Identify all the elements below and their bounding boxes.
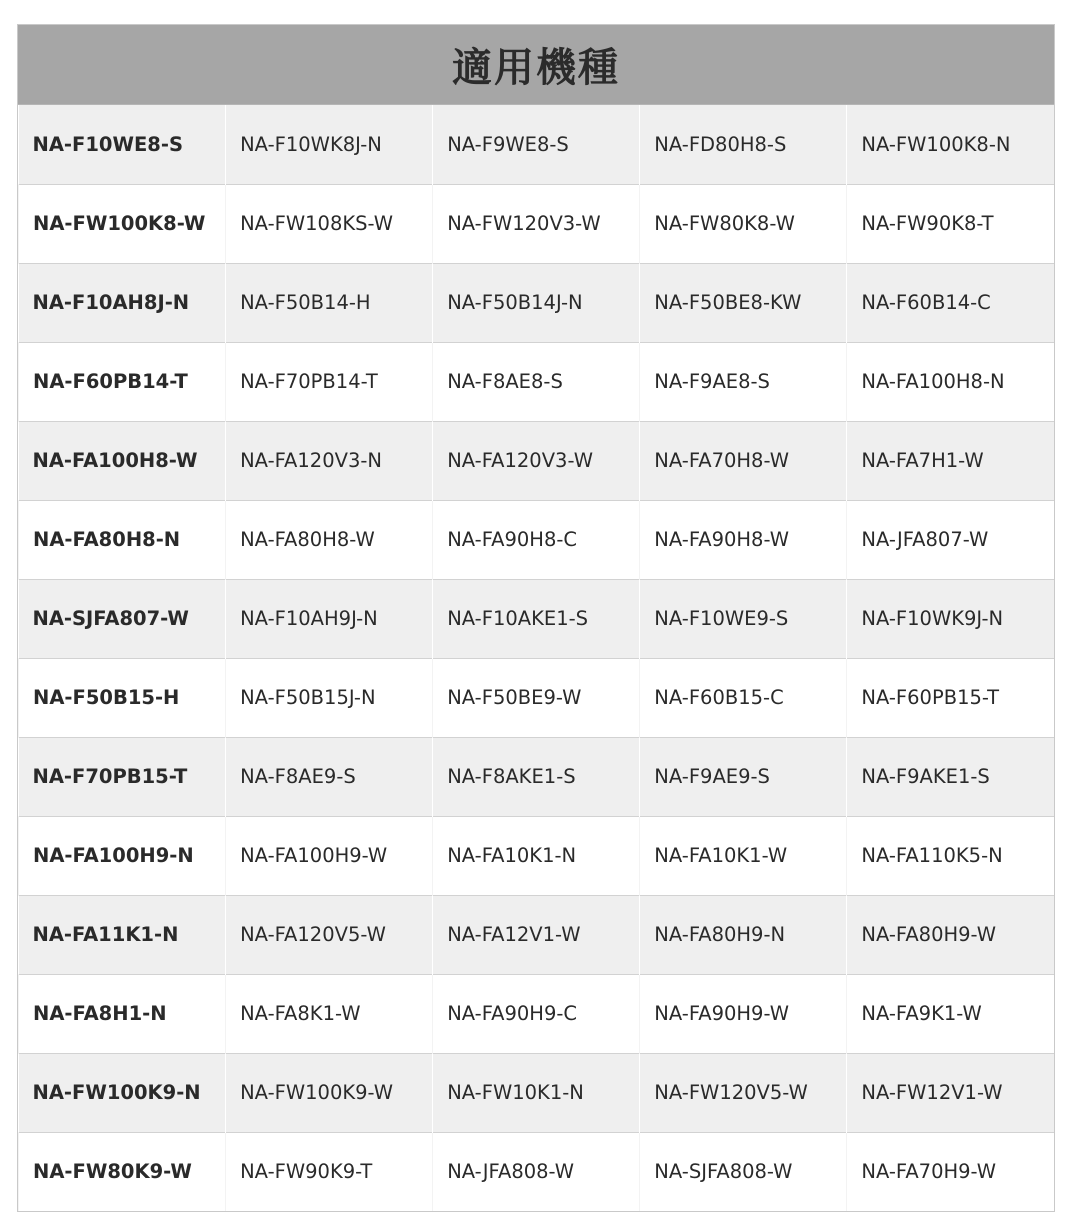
model-cell: NA-FA120V3-N (226, 421, 433, 500)
model-cell: NA-FW10K1-N (433, 1053, 640, 1132)
model-cell: NA-FA90H9-W (640, 974, 847, 1053)
model-cell: NA-F50BE8-KW (640, 263, 847, 342)
model-cell: NA-F70PB15-T (32, 765, 188, 788)
table-row (19, 658, 1055, 737)
model-cell: NA-FW12V1-W (847, 1053, 1054, 1132)
model-cell: NA-F60B15-C (640, 658, 847, 737)
table-row (19, 342, 1055, 421)
model-cell: NA-F10AH9J-N (226, 579, 433, 658)
model-cell: NA-FA80H8-N (19, 500, 226, 579)
model-cell: NA-FW108KS-W (226, 184, 433, 263)
model-cell: NA-F10AKE1-S (433, 579, 640, 658)
model-cell: NA-FA100H8-W (32, 449, 198, 472)
model-cell: NA-FA120V5-W (226, 895, 433, 974)
model-cell: NA-FA90H9-C (433, 974, 640, 1053)
model-cell: NA-F70PB14-T (226, 342, 433, 421)
model-cell: NA-F60PB15-T (847, 658, 1054, 737)
model-cell: NA-F9AE8-S (640, 342, 847, 421)
model-cell: NA-F50BE9-W (433, 658, 640, 737)
model-cell: NA-FA70H9-W (847, 1132, 1054, 1211)
model-cell: NA-FW90K8-T (847, 184, 1054, 263)
model-cell: NA-FW100K8-N (847, 105, 1054, 184)
model-cell: NA-F10WK8J-N (226, 105, 433, 184)
table-row (19, 895, 1055, 974)
model-cell: NA-FA70H8-W (640, 421, 847, 500)
table-row (19, 579, 1055, 658)
table-row (19, 816, 1055, 895)
model-cell: NA-FA80H8-W (226, 500, 433, 579)
model-cell: NA-FA90H8-W (640, 500, 847, 579)
table-title: 適用機種 (452, 45, 620, 91)
table-row (19, 184, 1055, 263)
model-cell: NA-FW120V3-W (433, 184, 640, 263)
model-cell: NA-FA11K1-N (32, 923, 179, 946)
model-cell: NA-FW80K9-W (19, 1132, 226, 1211)
model-cell: NA-F10WE9-S (640, 579, 847, 658)
model-cell: NA-JFA807-W (847, 500, 1054, 579)
model-cell: NA-FA100H9-W (226, 816, 433, 895)
model-cell: NA-FA8K1-W (226, 974, 433, 1053)
model-cell: NA-FW120V5-W (640, 1053, 847, 1132)
table-row (19, 105, 1055, 184)
model-cell: NA-FW100K9-N (32, 1081, 201, 1104)
model-cell: NA-FA80H9-W (847, 895, 1054, 974)
compatible-models-table (17, 24, 1055, 1212)
models-grid-body (19, 105, 1055, 1211)
models-grid (18, 105, 1054, 1211)
model-cell: NA-JFA808-W (433, 1132, 640, 1211)
model-cell: NA-FD80H8-S (640, 105, 847, 184)
model-cell: NA-F50B14-H (226, 263, 433, 342)
model-cell: NA-SJFA807-W (32, 607, 189, 630)
table-row (19, 263, 1055, 342)
table-row (19, 421, 1055, 500)
model-cell: NA-SJFA808-W (640, 1132, 847, 1211)
model-cell: NA-F8AE8-S (433, 342, 640, 421)
table-row (19, 974, 1055, 1053)
model-cell: NA-FA9K1-W (847, 974, 1054, 1053)
table-row (19, 1053, 1055, 1132)
model-cell: NA-FA110K5-N (847, 816, 1054, 895)
table-row (19, 737, 1055, 816)
model-cell: NA-F50B14J-N (433, 263, 640, 342)
model-cell: NA-FW90K9-T (226, 1132, 433, 1211)
model-cell: NA-F8AKE1-S (433, 737, 640, 816)
model-cell: NA-F60PB14-T (19, 342, 226, 421)
model-cell: NA-F50B15J-N (226, 658, 433, 737)
model-cell: NA-FA120V3-W (433, 421, 640, 500)
model-cell: NA-F9AKE1-S (847, 737, 1054, 816)
model-cell: NA-F10WE8-S (32, 132, 183, 156)
model-cell: NA-F9AE9-S (640, 737, 847, 816)
table-row (19, 1132, 1055, 1211)
model-cell: NA-F50B15-H (19, 658, 226, 737)
model-cell: NA-FA100H8-N (847, 342, 1054, 421)
model-cell: NA-FW100K8-W (19, 184, 226, 263)
model-cell: NA-FW100K9-W (226, 1053, 433, 1132)
model-cell: NA-FA7H1-W (847, 421, 1054, 500)
model-cell: NA-FA10K1-W (640, 816, 847, 895)
model-cell: NA-FA10K1-N (433, 816, 640, 895)
model-cell: NA-F10WK9J-N (847, 579, 1054, 658)
model-cell: NA-F9WE8-S (433, 105, 640, 184)
model-cell: NA-F60B14-C (847, 263, 1054, 342)
table-header (18, 25, 1054, 105)
model-cell: NA-FA12V1-W (433, 895, 640, 974)
model-cell: NA-FA80H9-N (640, 895, 847, 974)
model-cell: NA-F10AH8J-N (32, 291, 190, 314)
model-cell: NA-FA100H9-N (19, 816, 226, 895)
model-cell: NA-FW80K8-W (640, 184, 847, 263)
model-cell: NA-F8AE9-S (226, 737, 433, 816)
model-cell: NA-FA8H1-N (19, 974, 226, 1053)
table-row (19, 500, 1055, 579)
model-cell: NA-FA90H8-C (433, 500, 640, 579)
